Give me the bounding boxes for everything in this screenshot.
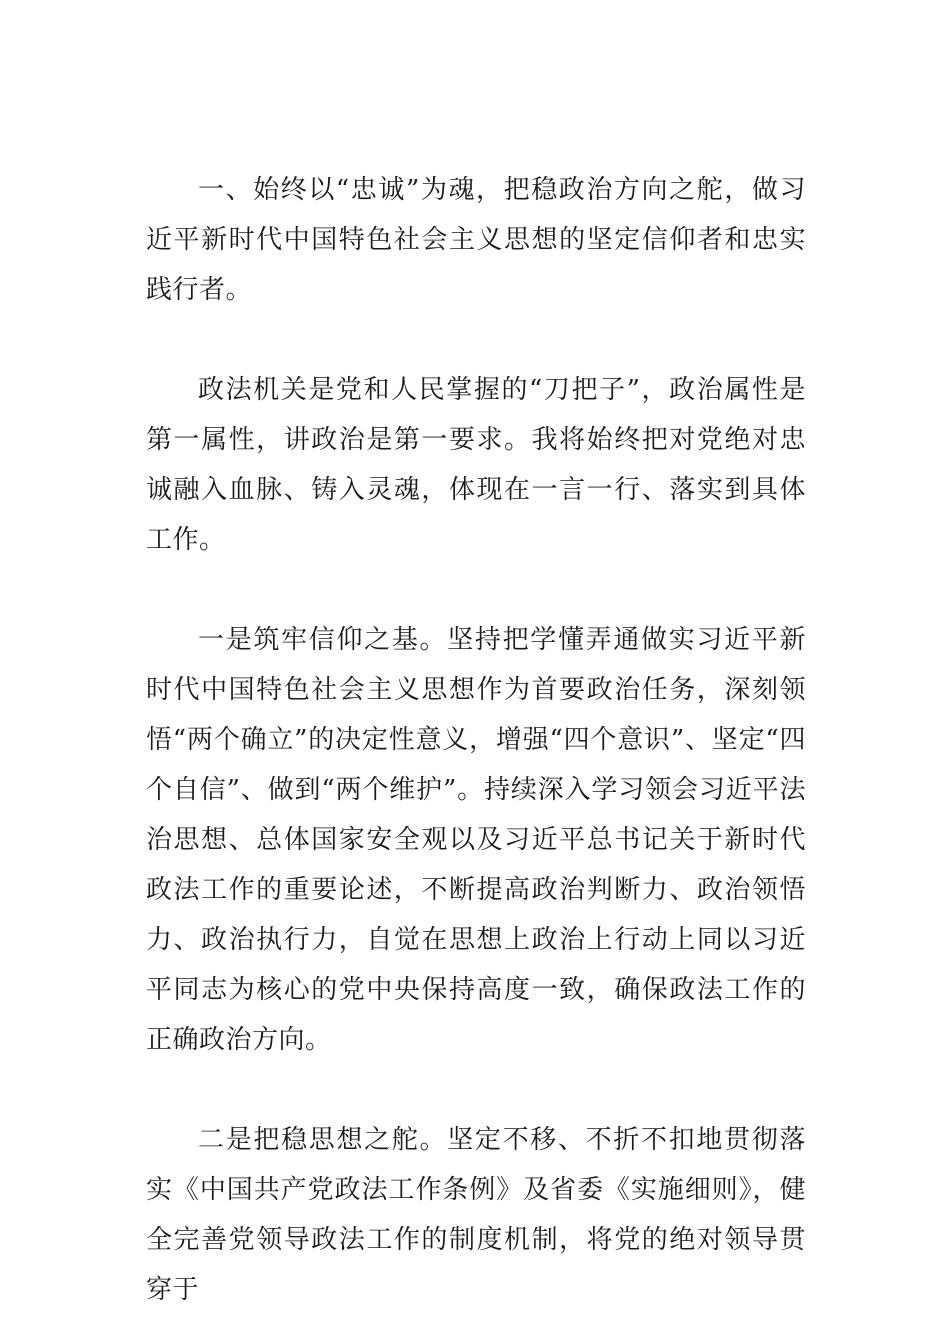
paragraph-heading-loyalty: 一、始终以“忠诚”为魂，把稳政治方向之舵，做习近平新时代中国特色社会主义思想的坚定信仰者和忠实践行者。	[146, 175, 806, 305]
paragraph-faith-foundation: 一是筑牢信仰之基。坚持把学懂弄通做实习近平新时代中国特色社会主义思想作为首要政治任务，深刻领悟“两个确立”的决定性意义，增强“四个意识”、坚定“四个自信”、做到“两个维护”。持续深入学习领会习近平法治思想、总体国家安全观以及习近平总书记关于新时代政法工作的重要论述，不断提高政治判断力、政治领悟力、政治执行力，自觉在思想上政治上行动上同以习近平同志为核心的党中央保持高度一致，确保政法工作的正确政治方向。	[146, 625, 806, 1055]
document-body	[146, 165, 806, 1315]
paragraph-ideological-rudder: 二是把稳思想之舵。坚定不移、不折不扣地贯彻落实《中国共产党政法工作条例》及省委《实施细则》，健全完善党领导政法工作的制度机制，将党的绝对领导贯穿于	[146, 1125, 806, 1305]
paragraph-political-attribute: 政法机关是党和人民掌握的“刀把子”，政治属性是第一属性，讲政治是第一要求。我将始终把对党绝对忠诚融入血脉、铸入灵魂，体现在一言一行、落实到具体工作。	[146, 375, 806, 555]
